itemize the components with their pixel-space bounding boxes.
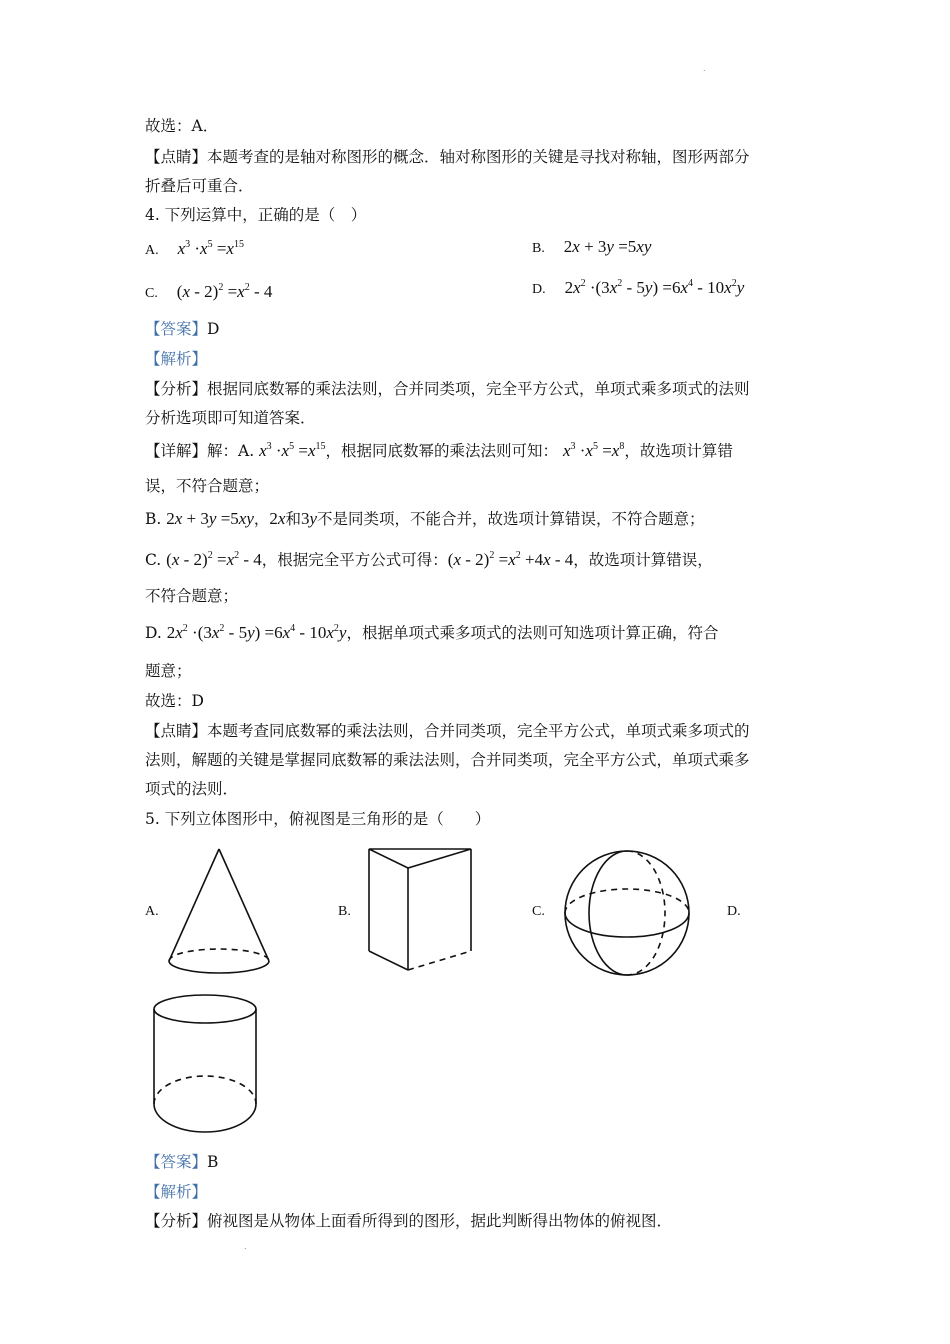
page-mark: . <box>703 64 706 73</box>
answer-q4: 【答案】D <box>145 320 220 338</box>
q4-option-a: A. $x^3 \cdot x^5 =x^{15}$ <box>145 239 244 258</box>
q4-option-b: B. 2x + 3y =5xy <box>532 237 652 256</box>
answer-q5: 【答案】B <box>145 1153 219 1171</box>
dianjing-q3-line1: 【点睛】本题考查的是轴对称图形的概念．轴对称图形的关键是寻找对称轴，图形两部分 <box>145 148 750 166</box>
fenxi-q5: 【分析】俯视图是从物体上面看所得到的图形，据此判断得出物体的俯视图． <box>145 1212 673 1230</box>
xiangjie-a: 【详解】解：A. $x^3 \cdot x^5 =x^{15}$，根据同底数幂的乘法法则可知： $x^3 \cdot x^5 =x^8$，故选项计算错 <box>145 441 733 460</box>
dianjing-q3-line2: 折叠后可重合． <box>145 177 254 195</box>
answer-tag: 【答案】 <box>145 320 208 338</box>
q4-option-d: D. $2x^2 \cdot(3x^2 - 5y) =6x^4 - 10x^2y$ <box>532 278 745 297</box>
formula-c: $(x - 2)^2 =x^2 - 4$ <box>176 282 273 301</box>
fenxi-q4-line2: 分析选项即可知道答案． <box>145 409 316 427</box>
question-4-stem: 4. 下列运算中，正确的是（ ） <box>145 206 367 224</box>
xiangjie-a-cont: 误，不符合题意； <box>145 477 270 495</box>
dianjing-q4-line3: 项式的法则． <box>145 780 239 798</box>
q5-option-a-label: A. <box>145 904 159 919</box>
sphere-icon <box>561 848 693 978</box>
formula-a: $x^3 \cdot x^5 =x^{15}$ <box>177 239 244 258</box>
conclusion-q3: 故选：A． <box>145 117 219 135</box>
dianjing-q4-line2: 法则，解题的关键是掌握同底数幂的乘法法则，合并同类项，完全平方公式，单项式乘多 <box>145 751 750 769</box>
xiangjie-c-cont: 不符合题意； <box>145 587 239 605</box>
xiangjie-c: C. $(x - 2)^2 =x^2 - 4$，根据完全平方公式可得：$(x - 2)^2 =x^2 +4x - 4$，故选项计算错误， <box>145 550 713 569</box>
q4-option-c: C. $(x - 2)^2 =x^2 - 4$ <box>145 282 273 301</box>
analysis-tag-q4: 【解析】 <box>145 350 208 368</box>
fenxi-q4-line1: 【分析】根据同底数幂的乘法法则，合并同类项，完全平方公式，单项式乘多项式的法则 <box>145 380 750 398</box>
dianjing-q4-line1: 【点睛】本题考查同底数幂的乘法法则，合并同类项，完全平方公式，单项式乘多项式的 <box>145 722 750 740</box>
cylinder-icon <box>150 992 260 1138</box>
q5-option-c-label: C. <box>532 904 545 919</box>
q5-option-b-label: B. <box>338 904 351 919</box>
triangular-prism-icon <box>366 846 476 972</box>
conclusion-q4: 故选：D <box>145 692 204 710</box>
formula-b: 2x + 3y =5xy <box>563 237 652 256</box>
formula-d: $2x^2 \cdot(3x^2 - 5y) =6x^4 - 10x^2y$ <box>564 278 745 297</box>
xiangjie-b: B. 2x + 3y =5xy，2x和3y不是同类项，不能合并，故选项计算错误，不符合题意； <box>145 509 705 528</box>
dianjing-tag: 【点睛】 <box>145 148 208 166</box>
cone-icon <box>163 846 275 978</box>
question-5-stem: 5. 下列立体图形中，俯视图是三角形的是（ ） <box>145 810 491 828</box>
xiangjie-d: D. $2x^2 \cdot(3x^2 - 5y) =6x^4 - 10x^2y$，根据单项式乘多项式的法则可知选项计算正确，符合 <box>145 623 719 642</box>
xiangjie-d-cont: 题意； <box>145 662 192 680</box>
q5-option-d-label: D. <box>727 904 741 919</box>
analysis-tag-q5: 【解析】 <box>145 1183 208 1201</box>
page-mark-bottom: . <box>244 1242 247 1251</box>
